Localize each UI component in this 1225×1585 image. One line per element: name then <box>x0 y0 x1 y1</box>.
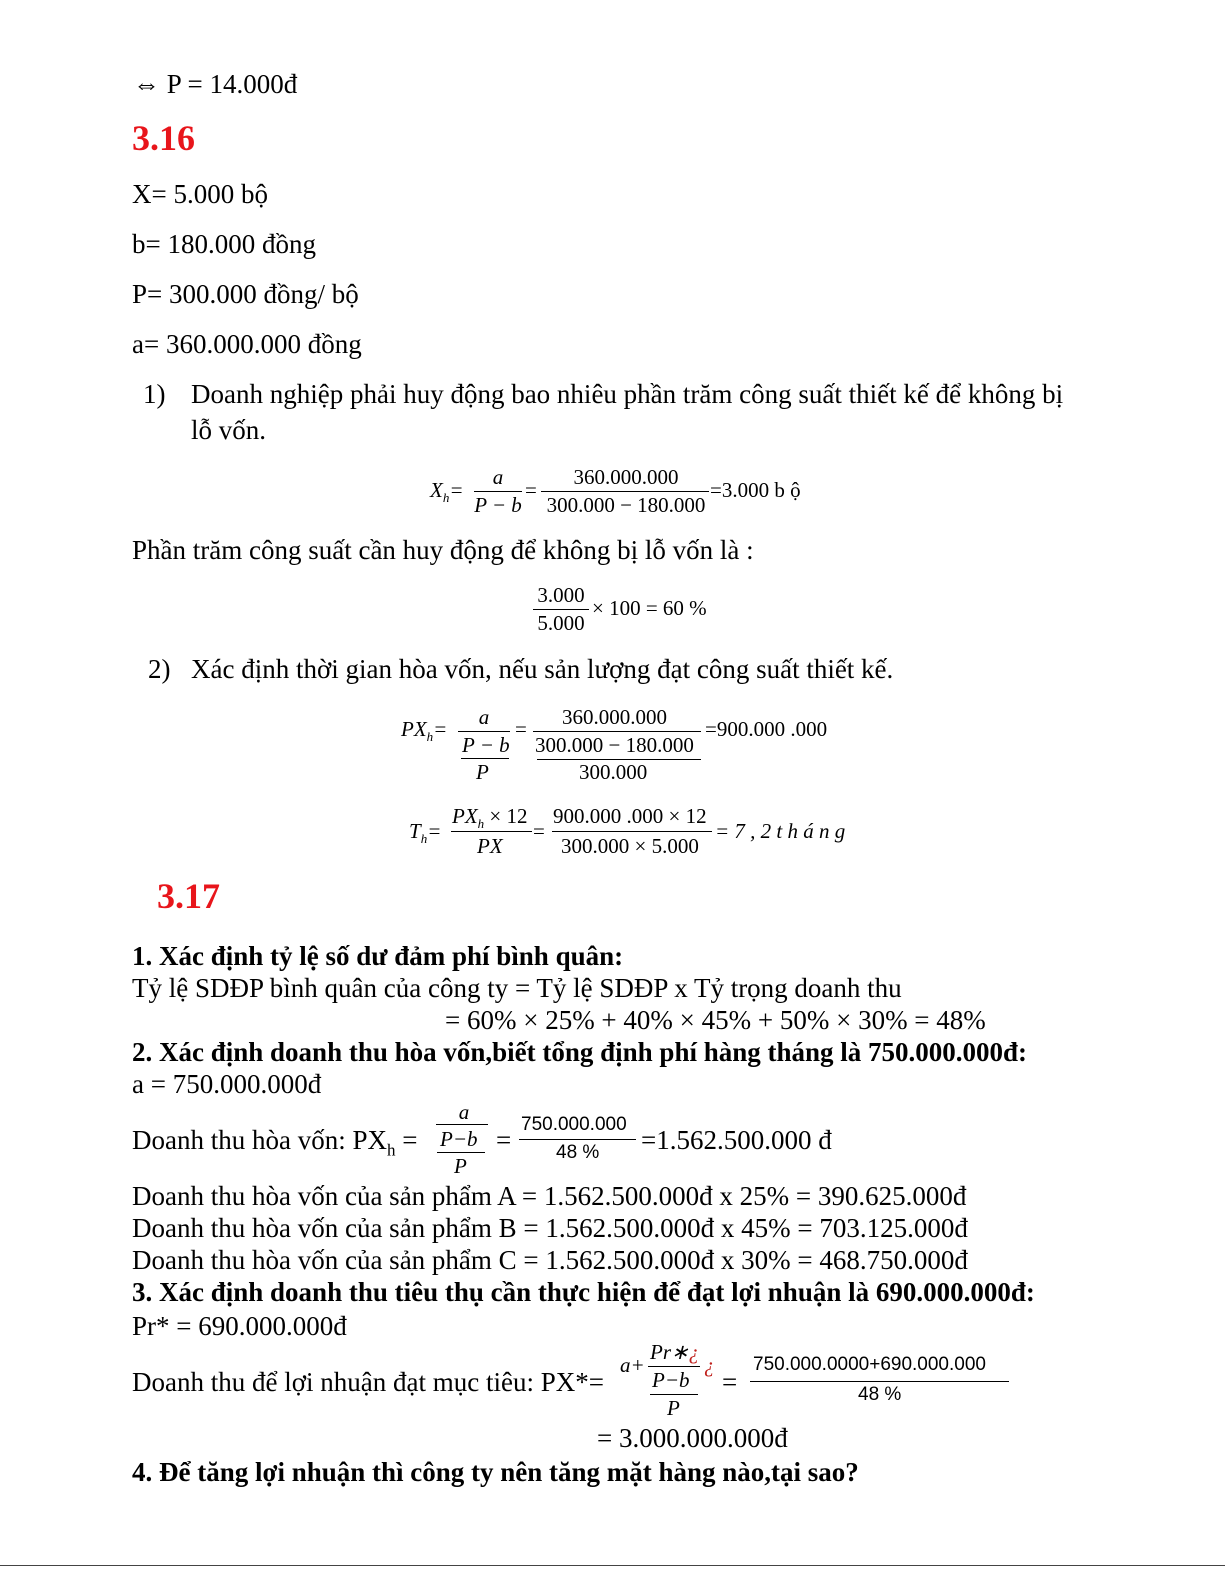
eq4-result: = 7 , 2 t h á n g <box>715 819 846 843</box>
question-2-number: 2) <box>148 654 171 684</box>
eq1-result: =3.000 b ộ <box>710 478 801 502</box>
section-heading-3-16: 3.16 <box>132 118 195 158</box>
eq2-rest: × 100 = 60 % <box>592 596 707 620</box>
part-4-heading: 4. Để tăng lợi nhuận thì công ty nên tăng mặt hàng nào,tại sao? <box>132 1457 859 1487</box>
part-2-heading: 2. Xác định doanh thu hòa vốn,biết tổng định phí hàng tháng là 750.000.000đ: <box>132 1037 1028 1067</box>
question-2-text: Xác định thời gian hòa vốn, nếu sản lượng đạt công suất thiết kế. <box>191 654 894 684</box>
question-1-line-1: Doanh nghiệp phải huy động bao nhiêu phần trăm công suất thiết kế để không bị <box>191 379 1064 409</box>
product-b-line: Doanh thu hòa vốn của sản phẩm B = 1.562.500.000đ x 45% = 703.125.000đ <box>132 1213 968 1243</box>
percent-capacity-text: Phần trăm công suất cần huy động để không bị lỗ vốn là : <box>132 535 754 565</box>
given-b: b= 180.000 đồng <box>132 229 316 259</box>
product-c-line: Doanh thu hòa vốn của sản phẩm C = 1.562.500.000đ x 30% = 468.750.000đ <box>132 1245 968 1275</box>
part-1-line-2: = 60% × 25% + 40% × 45% + 50% × 30% = 48% <box>445 1005 986 1035</box>
page-bottom-rule <box>0 1565 1225 1566</box>
equivalence-line: ⇔ P = 14.000đ <box>133 69 298 99</box>
given-x: X= 5.000 bộ <box>132 179 268 209</box>
given-a: a= 360.000.000 đồng <box>132 329 362 359</box>
part-3-line-pr: Pr* = 690.000.000đ <box>132 1311 347 1341</box>
given-p: P= 300.000 đồng/ bộ <box>132 279 359 309</box>
product-a-line: Doanh thu hòa vốn của sản phẩm A = 1.562.500.000đ x 25% = 390.625.000đ <box>132 1181 967 1211</box>
eq1-lhs: $X_h=$ <box>430 478 464 506</box>
part-1-heading: 1. Xác định tỷ lệ số dư đảm phí bình quân: <box>132 941 624 971</box>
section-heading-3-17: 3.17 <box>157 876 220 916</box>
eq1-fraction-2: 360.000.000 300.000 − 180.000 <box>546 465 706 517</box>
eq3-result: =900.000 .000 <box>705 717 828 741</box>
target-revenue-result: = 3.000.000.000đ <box>597 1423 788 1453</box>
eq1-fraction-1: a P − b <box>474 465 522 517</box>
breakeven-revenue-result: =1.562.500.000 đ <box>641 1125 832 1155</box>
question-1-number: 1) <box>143 379 166 409</box>
part-2-line-a: a = 750.000.000đ <box>132 1069 322 1099</box>
part-1-line-1: Tỷ lệ SDĐP bình quân của công ty = Tỷ lệ SDĐP x Tỷ trọng doanh thu <box>132 973 902 1003</box>
part-3-heading: 3. Xác định doanh thu tiêu thụ cần thực hiện để đạt lợi nhuận là 690.000.000đ: <box>132 1277 1035 1307</box>
question-1-line-2: lỗ vốn. <box>191 415 267 445</box>
